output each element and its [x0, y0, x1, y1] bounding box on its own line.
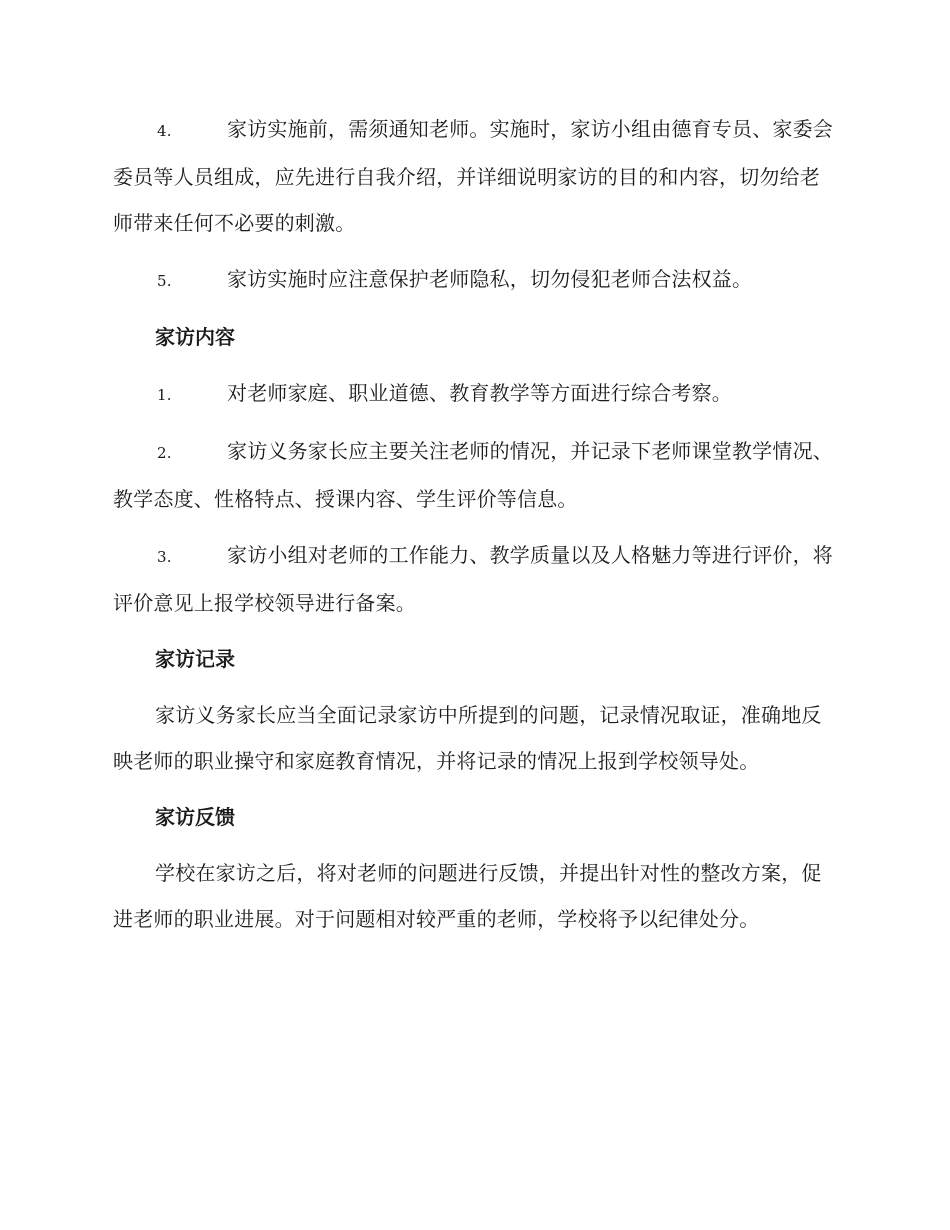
list-item-3: [113, 532, 833, 626]
list-number: 1.: [157, 386, 172, 404]
section-heading-record: 家访记录: [155, 647, 235, 671]
section-heading-content: 家访内容: [155, 325, 235, 349]
list-item-2: [113, 428, 833, 522]
section-heading-feedback: 家访反馈: [155, 805, 235, 829]
list-item-1: [113, 370, 833, 418]
list-item-text: 对老师家庭、职业道德、教育教学等方面进行综合考察。: [227, 381, 732, 405]
document-body: [113, 106, 833, 952]
list-number: 4.: [157, 122, 172, 140]
list-item-text: 家访义务家长应主要关注老师的情况，并记录下老师课堂教学情况、教学态度、性格特点、授课内容、学生评价等信息。: [113, 439, 833, 511]
list-item-text: 家访实施时应注意保护老师隐私，切勿侵犯老师合法权益。: [227, 267, 753, 291]
list-number: 3.: [157, 548, 172, 566]
list-item-5: [113, 256, 833, 304]
list-item-text: 家访实施前，需须通知老师。实施时，家访小组由德育专员、家委会委员等人员组成，应先进行自我介绍，并详细说明家访的目的和内容，切勿给老师带来任何不必要的刺激。: [113, 117, 833, 235]
list-number: 2.: [157, 444, 172, 462]
list-number: 5.: [157, 272, 172, 290]
feedback-paragraph: 学校在家访之后，将对老师的问题进行反馈，并提出针对性的整改方案，促进老师的职业进展。对于问题相对较严重的老师，学校将予以纪律处分。: [113, 861, 822, 931]
record-paragraph: 家访义务家长应当全面记录家访中所提到的问题，记录情况取证，准确地反映老师的职业操守和家庭教育情况，并将记录的情况上报到学校领导处。: [113, 703, 822, 773]
list-item-4: [113, 106, 833, 246]
list-item-text: 家访小组对老师的工作能力、教学质量以及人格魅力等进行评价，将评价意见上报学校领导进行备案。: [113, 543, 833, 615]
